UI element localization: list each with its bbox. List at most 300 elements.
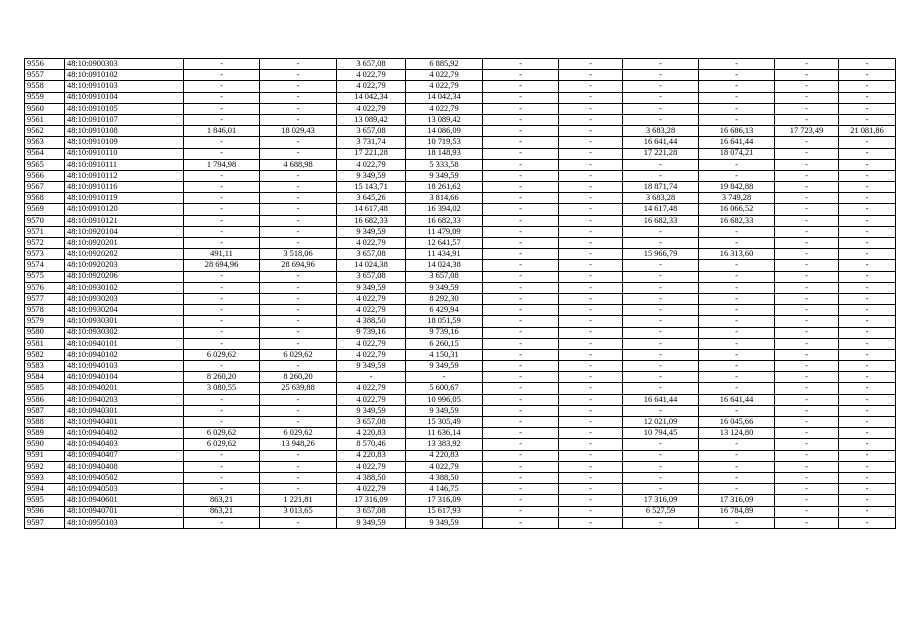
value-cell: 18 074,21 [699,148,775,159]
value-cell: 16 682,33 [623,215,699,226]
table-row [25,372,896,383]
row-number-cell: 9576 [25,282,65,293]
value-cell: 9 349,59 [337,170,406,181]
value-cell: - [623,59,699,70]
value-cell: 19 842,88 [699,182,775,193]
value-cell: - [184,394,260,405]
value-cell: - [775,137,839,148]
value-cell: 13 124,80 [699,428,775,439]
value-cell: 4 022,79 [337,103,406,114]
value-cell: - [699,260,775,271]
value-cell: - [260,92,337,103]
value-cell: 4 220,83 [337,428,406,439]
value-cell: - [775,293,839,304]
value-cell: - [559,170,623,181]
value-cell: 16 686,13 [699,126,775,137]
value-cell: - [699,517,775,528]
value-cell: - [483,450,559,461]
value-cell: - [184,450,260,461]
value-cell: - [623,461,699,472]
value-cell: - [839,215,896,226]
cadastral-number-cell: 48:10:0910119 [65,193,184,204]
row-number-cell: 9587 [25,405,65,416]
value-cell: 4 388,50 [337,316,406,327]
value-cell: 16 641,44 [623,137,699,148]
table-row [25,472,896,483]
value-cell: - [559,327,623,338]
value-cell: - [839,327,896,338]
cadastral-number-cell: 48:10:0920201 [65,238,184,249]
value-cell: - [623,170,699,181]
value-cell: 17 316,09 [699,495,775,506]
value-cell: 25 639,88 [260,383,337,394]
value-cell: 10 719,53 [406,137,483,148]
value-cell: - [260,103,337,114]
value-cell: - [775,349,839,360]
value-cell: - [623,260,699,271]
value-cell: - [184,92,260,103]
value-cell: 18 148,93 [406,148,483,159]
value-cell: 6 527,59 [623,506,699,517]
value-cell: 11 434,91 [406,249,483,260]
value-cell: - [623,159,699,170]
value-cell: 3 683,28 [623,193,699,204]
value-cell: - [483,383,559,394]
table-row [25,383,896,394]
value-cell: - [483,271,559,282]
value-cell: 9 349,59 [337,361,406,372]
value-cell: 863,21 [184,495,260,506]
value-cell: - [559,461,623,472]
value-cell: - [775,428,839,439]
table-row [25,137,896,148]
value-cell: - [839,361,896,372]
value-cell: 17 316,09 [406,495,483,506]
value-cell: - [623,316,699,327]
value-cell: 4 150,31 [406,349,483,360]
value-cell: 17 723,49 [775,126,839,137]
value-cell: - [483,327,559,338]
value-cell: - [483,126,559,137]
row-number-cell: 9582 [25,349,65,360]
row-number-cell: 9556 [25,59,65,70]
cadastral-number-cell: 48:10:0910110 [65,148,184,159]
value-cell: - [775,59,839,70]
value-cell: - [699,59,775,70]
table-row [25,361,896,372]
value-cell: - [559,204,623,215]
value-cell: - [483,506,559,517]
table-row [25,316,896,327]
value-cell: - [699,316,775,327]
value-cell: - [260,417,337,428]
value-cell: 12 641,57 [406,238,483,249]
value-cell: - [559,506,623,517]
cadastral-number-cell: 48:10:0930102 [65,282,184,293]
table-row [25,204,896,215]
value-cell: - [839,249,896,260]
table-row [25,215,896,226]
value-cell: - [775,238,839,249]
value-cell: - [184,517,260,528]
value-cell: - [623,372,699,383]
value-cell: - [184,114,260,125]
cadastral-number-cell: 48:10:0940408 [65,461,184,472]
value-cell: 491,11 [184,249,260,260]
value-cell: - [775,405,839,416]
value-cell: 13 383,92 [406,439,483,450]
value-cell: 4 022,79 [337,159,406,170]
value-cell: - [839,372,896,383]
row-number-cell: 9562 [25,126,65,137]
value-cell: 4 022,79 [406,81,483,92]
value-cell: - [775,148,839,159]
value-cell: 6 029,62 [184,439,260,450]
row-number-cell: 9593 [25,472,65,483]
row-number-cell: 9594 [25,484,65,495]
cadastral-number-cell: 48:10:0940407 [65,450,184,461]
value-cell: - [839,137,896,148]
value-cell: 14 024,38 [337,260,406,271]
value-cell: 12 021,09 [623,417,699,428]
value-cell: - [184,405,260,416]
row-number-cell: 9580 [25,327,65,338]
cadastral-number-cell: 48:10:0940401 [65,417,184,428]
value-cell: - [483,103,559,114]
value-cell: 4 388,50 [406,472,483,483]
value-cell: - [483,114,559,125]
value-cell: 28 694,96 [184,260,260,271]
row-number-cell: 9559 [25,92,65,103]
cadastral-number-cell: 48:10:0910103 [65,81,184,92]
table-row [25,81,896,92]
row-number-cell: 9568 [25,193,65,204]
cadastral-number-cell: 48:10:0940502 [65,472,184,483]
value-cell: - [839,338,896,349]
value-cell: 17 316,09 [337,495,406,506]
value-cell: - [775,182,839,193]
value-cell: 16 394,02 [406,204,483,215]
value-cell: - [775,271,839,282]
value-cell: - [699,338,775,349]
value-cell: - [699,103,775,114]
value-cell: - [184,417,260,428]
row-number-cell: 9563 [25,137,65,148]
value-cell: 4 388,50 [337,472,406,483]
cadastral-number-cell: 48:10:0910111 [65,159,184,170]
value-cell: - [559,282,623,293]
table-row [25,417,896,428]
value-cell: 4 022,79 [337,305,406,316]
value-cell: - [839,484,896,495]
value-cell: - [184,215,260,226]
value-cell: 14 042,34 [337,92,406,103]
value-cell: - [483,349,559,360]
row-number-cell: 9581 [25,338,65,349]
value-cell: - [559,316,623,327]
value-cell: - [699,238,775,249]
value-cell: 3 080,55 [184,383,260,394]
value-cell: - [839,428,896,439]
cadastral-number-cell: 48:10:0940301 [65,405,184,416]
value-cell: 17 221,28 [337,148,406,159]
value-cell: - [775,327,839,338]
value-cell: - [775,215,839,226]
value-cell: - [559,182,623,193]
row-number-cell: 9573 [25,249,65,260]
value-cell: 9 349,59 [337,405,406,416]
value-cell: 16 641,44 [699,137,775,148]
value-cell: - [839,238,896,249]
value-cell: - [559,517,623,528]
value-cell: - [559,193,623,204]
value-cell: - [699,159,775,170]
value-cell: - [839,282,896,293]
value-cell: - [559,338,623,349]
value-cell: - [623,472,699,483]
value-cell: - [839,193,896,204]
value-cell: - [184,327,260,338]
value-cell: - [699,472,775,483]
cadastral-number-cell: 48:10:0910109 [65,137,184,148]
value-cell: 3 683,28 [623,126,699,137]
value-cell: - [699,293,775,304]
value-cell: - [699,361,775,372]
cadastral-number-cell: 48:10:0940103 [65,361,184,372]
cadastral-number-cell: 48:10:0930301 [65,316,184,327]
table-row [25,193,896,204]
value-cell: - [699,81,775,92]
value-cell: 28 694,96 [260,260,337,271]
table-row [25,59,896,70]
cadastral-number-cell: 48:10:0940503 [65,484,184,495]
cadastral-number-cell: 48:10:0920104 [65,226,184,237]
table-row [25,450,896,461]
value-cell: - [559,383,623,394]
value-cell: - [623,103,699,114]
value-cell: - [839,495,896,506]
value-cell: - [483,405,559,416]
value-cell: - [699,271,775,282]
value-cell: - [699,461,775,472]
value-cell: - [260,137,337,148]
row-number-cell: 9577 [25,293,65,304]
value-cell: - [337,372,406,383]
value-cell: - [775,361,839,372]
value-cell: - [483,215,559,226]
table-row [25,148,896,159]
value-cell: - [559,103,623,114]
value-cell: 4 220,83 [337,450,406,461]
value-cell: - [483,170,559,181]
value-cell: - [559,59,623,70]
value-cell: 4 022,79 [337,484,406,495]
value-cell: - [839,349,896,360]
value-cell: - [775,81,839,92]
value-cell: - [483,260,559,271]
value-cell: 4 220,83 [406,450,483,461]
value-cell: 4 022,79 [337,238,406,249]
value-cell: - [483,81,559,92]
value-cell: 4 022,79 [337,70,406,81]
cadastral-number-cell: 48:10:0920206 [65,271,184,282]
value-cell: - [483,226,559,237]
value-cell: - [623,405,699,416]
value-cell: - [839,182,896,193]
value-cell: - [839,394,896,405]
cadastral-number-cell: 48:10:0910104 [65,92,184,103]
value-cell: - [623,383,699,394]
value-cell: - [559,137,623,148]
value-cell: 4 022,79 [406,70,483,81]
value-cell: - [559,495,623,506]
cadastral-number-cell: 48:10:0930203 [65,293,184,304]
value-cell: 10 794,45 [623,428,699,439]
value-cell: - [839,305,896,316]
value-cell: 8 260,20 [260,372,337,383]
value-cell: - [559,126,623,137]
value-cell: 18 029,43 [260,126,337,137]
table-row [25,439,896,450]
cadastral-number-cell: 48:10:0910121 [65,215,184,226]
value-cell: - [775,114,839,125]
value-cell: - [483,238,559,249]
value-cell: - [775,417,839,428]
value-cell: - [775,472,839,483]
value-cell: - [839,92,896,103]
value-cell: 4 022,79 [337,293,406,304]
row-number-cell: 9588 [25,417,65,428]
value-cell: 4 022,79 [406,461,483,472]
value-cell: - [623,439,699,450]
value-cell: 15 143,71 [337,182,406,193]
value-cell: 863,21 [184,506,260,517]
value-cell: - [839,170,896,181]
value-cell: - [839,81,896,92]
table-row [25,159,896,170]
value-cell: - [559,271,623,282]
value-cell: 4 022,79 [337,81,406,92]
value-cell: - [483,394,559,405]
value-cell: - [839,271,896,282]
value-cell: - [559,249,623,260]
value-cell: 3 657,08 [337,271,406,282]
value-cell: - [839,383,896,394]
value-cell: - [839,517,896,528]
value-cell: 3 657,08 [337,506,406,517]
value-cell: - [623,226,699,237]
value-cell: - [699,439,775,450]
table-row [25,182,896,193]
value-cell: - [260,450,337,461]
cadastral-number-cell: 48:10:0940403 [65,439,184,450]
value-cell: - [775,394,839,405]
value-cell: - [483,472,559,483]
value-cell: 17 316,09 [623,495,699,506]
value-cell: - [699,450,775,461]
value-cell: - [483,92,559,103]
value-cell: - [260,148,337,159]
value-cell: 11 479,09 [406,226,483,237]
value-cell: - [839,70,896,81]
value-cell: - [775,316,839,327]
value-cell: - [775,249,839,260]
cadastral-number-cell: 48:10:0930302 [65,327,184,338]
value-cell: - [483,204,559,215]
value-cell: - [260,394,337,405]
cadastral-number-cell: 48:10:0920202 [65,249,184,260]
value-cell: - [775,439,839,450]
value-cell: 15 617,93 [406,506,483,517]
value-cell: 16 641,44 [623,394,699,405]
row-number-cell: 9583 [25,361,65,372]
value-cell: - [699,305,775,316]
value-cell: 4 688,98 [260,159,337,170]
value-cell: - [623,349,699,360]
value-cell: 4 022,79 [337,383,406,394]
table-row [25,506,896,517]
row-number-cell: 9558 [25,81,65,92]
value-cell: - [623,327,699,338]
cadastral-number-cell: 48:10:0910102 [65,70,184,81]
row-number-cell: 9575 [25,271,65,282]
value-cell: - [260,59,337,70]
value-cell: - [839,59,896,70]
value-cell: 9 349,59 [337,226,406,237]
value-cell: - [559,361,623,372]
value-cell: - [623,484,699,495]
value-cell: - [839,450,896,461]
value-cell: - [623,517,699,528]
value-cell: - [559,394,623,405]
value-cell: 16 784,89 [699,506,775,517]
value-cell: - [559,349,623,360]
value-cell: - [775,305,839,316]
value-cell: - [184,338,260,349]
value-cell: - [260,461,337,472]
value-cell: - [260,293,337,304]
value-cell: - [775,484,839,495]
value-cell: 3 518,06 [260,249,337,260]
value-cell: - [699,405,775,416]
value-cell: - [483,461,559,472]
value-cell: - [483,148,559,159]
value-cell: 9 739,16 [337,327,406,338]
value-cell: - [184,148,260,159]
value-cell: 18 871,74 [623,182,699,193]
table-row [25,249,896,260]
table-row [25,114,896,125]
value-cell: - [623,70,699,81]
value-cell: 15 305,49 [406,417,483,428]
value-cell: - [559,260,623,271]
value-cell: - [184,282,260,293]
value-cell: 9 349,59 [406,170,483,181]
value-cell: - [699,484,775,495]
value-cell: - [406,372,483,383]
cadastral-number-cell: 48:10:0940201 [65,383,184,394]
table-row [25,126,896,137]
cadastral-number-cell: 48:10:0910105 [65,103,184,114]
value-cell: 9 349,59 [406,361,483,372]
value-cell: - [623,361,699,372]
value-cell: - [184,293,260,304]
value-cell: - [839,226,896,237]
value-cell: - [483,193,559,204]
value-cell: - [184,238,260,249]
table-row [25,170,896,181]
value-cell: - [699,226,775,237]
